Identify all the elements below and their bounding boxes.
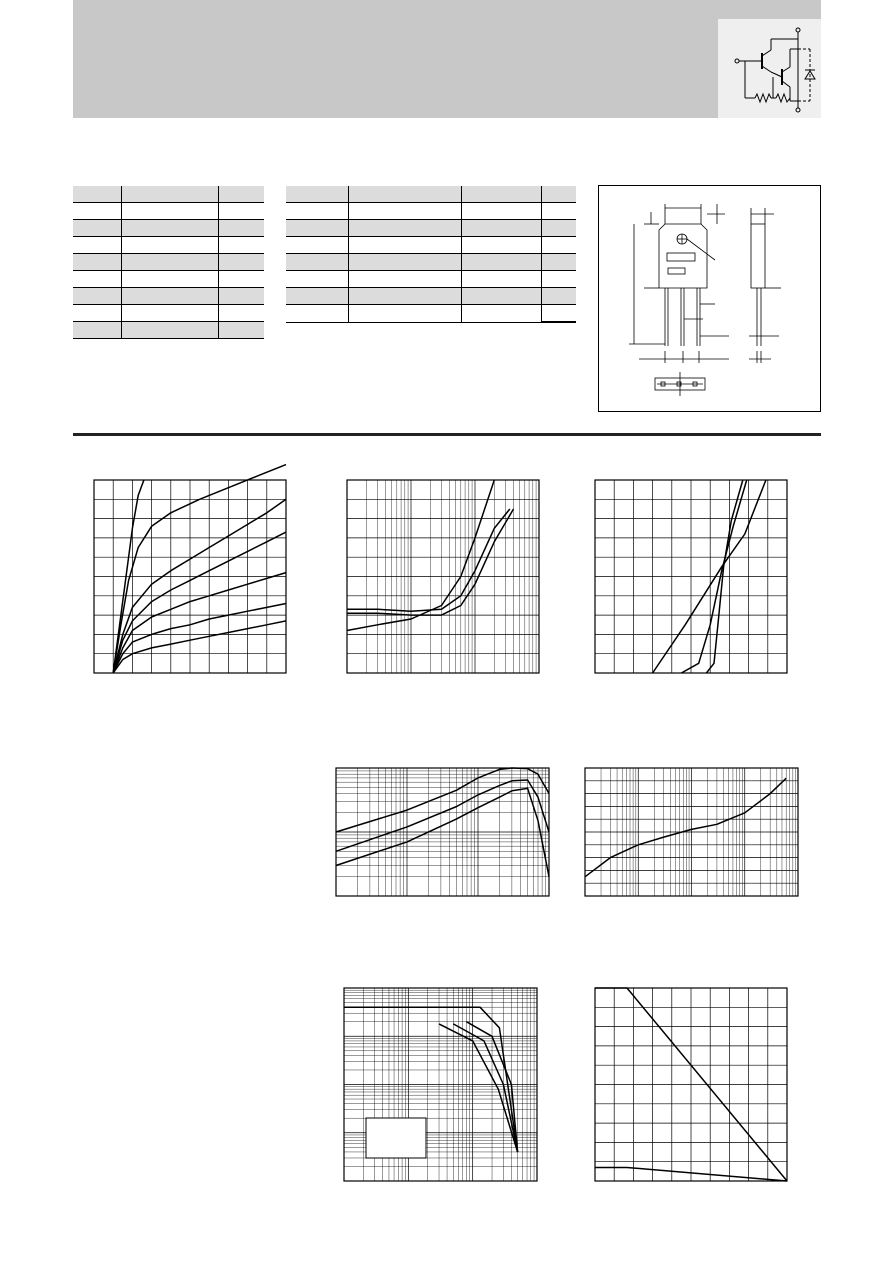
- table-row: [73, 271, 264, 288]
- table-row: [286, 237, 576, 254]
- base-terminal: [735, 59, 739, 63]
- package-side-body: [751, 224, 765, 288]
- series-line-c2: [113, 465, 286, 673]
- ratings-table: [73, 186, 264, 339]
- table-row: [73, 220, 264, 237]
- package-outline-box: [598, 185, 821, 412]
- grid: [595, 988, 787, 1181]
- table-row: [73, 237, 264, 254]
- chart-power-derating: [595, 988, 787, 1181]
- chart-ic-vbe: [595, 480, 787, 673]
- table-row: [286, 220, 576, 237]
- table-row: [286, 271, 576, 288]
- table-row: [286, 305, 576, 323]
- chart-hfe-ic: [347, 480, 539, 673]
- table-row: [73, 203, 264, 220]
- chart-switching-time: [336, 768, 549, 896]
- characteristics-table: [286, 186, 576, 323]
- series-line-c5: [113, 573, 286, 673]
- series-line-c7: [113, 621, 286, 673]
- grid: [336, 768, 549, 896]
- table-row: [73, 322, 264, 339]
- table-row: [73, 186, 264, 203]
- grid: [94, 480, 286, 673]
- equivalent-circuit: [718, 19, 821, 118]
- table-row: [286, 186, 576, 203]
- collector-terminal: [796, 28, 800, 32]
- series-line-a: [585, 778, 786, 877]
- series-line-c3: [113, 499, 286, 673]
- section-divider: [73, 433, 821, 436]
- table-row: [286, 254, 576, 271]
- table-row: [73, 305, 264, 322]
- emitter-terminal: [796, 108, 800, 112]
- chart-ic-vce: [94, 480, 286, 673]
- grid: [347, 480, 539, 673]
- table-row: [73, 254, 264, 271]
- legend-box: [366, 1118, 426, 1158]
- chart-thermal-resistance: [585, 768, 798, 896]
- table-row: [286, 288, 576, 305]
- package-front-body: [659, 224, 707, 288]
- header-band: [73, 0, 821, 118]
- grid: [585, 768, 798, 896]
- grid: [595, 480, 787, 673]
- series-line-a: [336, 768, 549, 832]
- package-drawing-icon: [599, 186, 822, 413]
- table-row: [73, 288, 264, 305]
- table-row: [286, 203, 576, 220]
- circuit-diagram-icon: [718, 19, 821, 118]
- chart-safe-operating-area: [344, 988, 537, 1181]
